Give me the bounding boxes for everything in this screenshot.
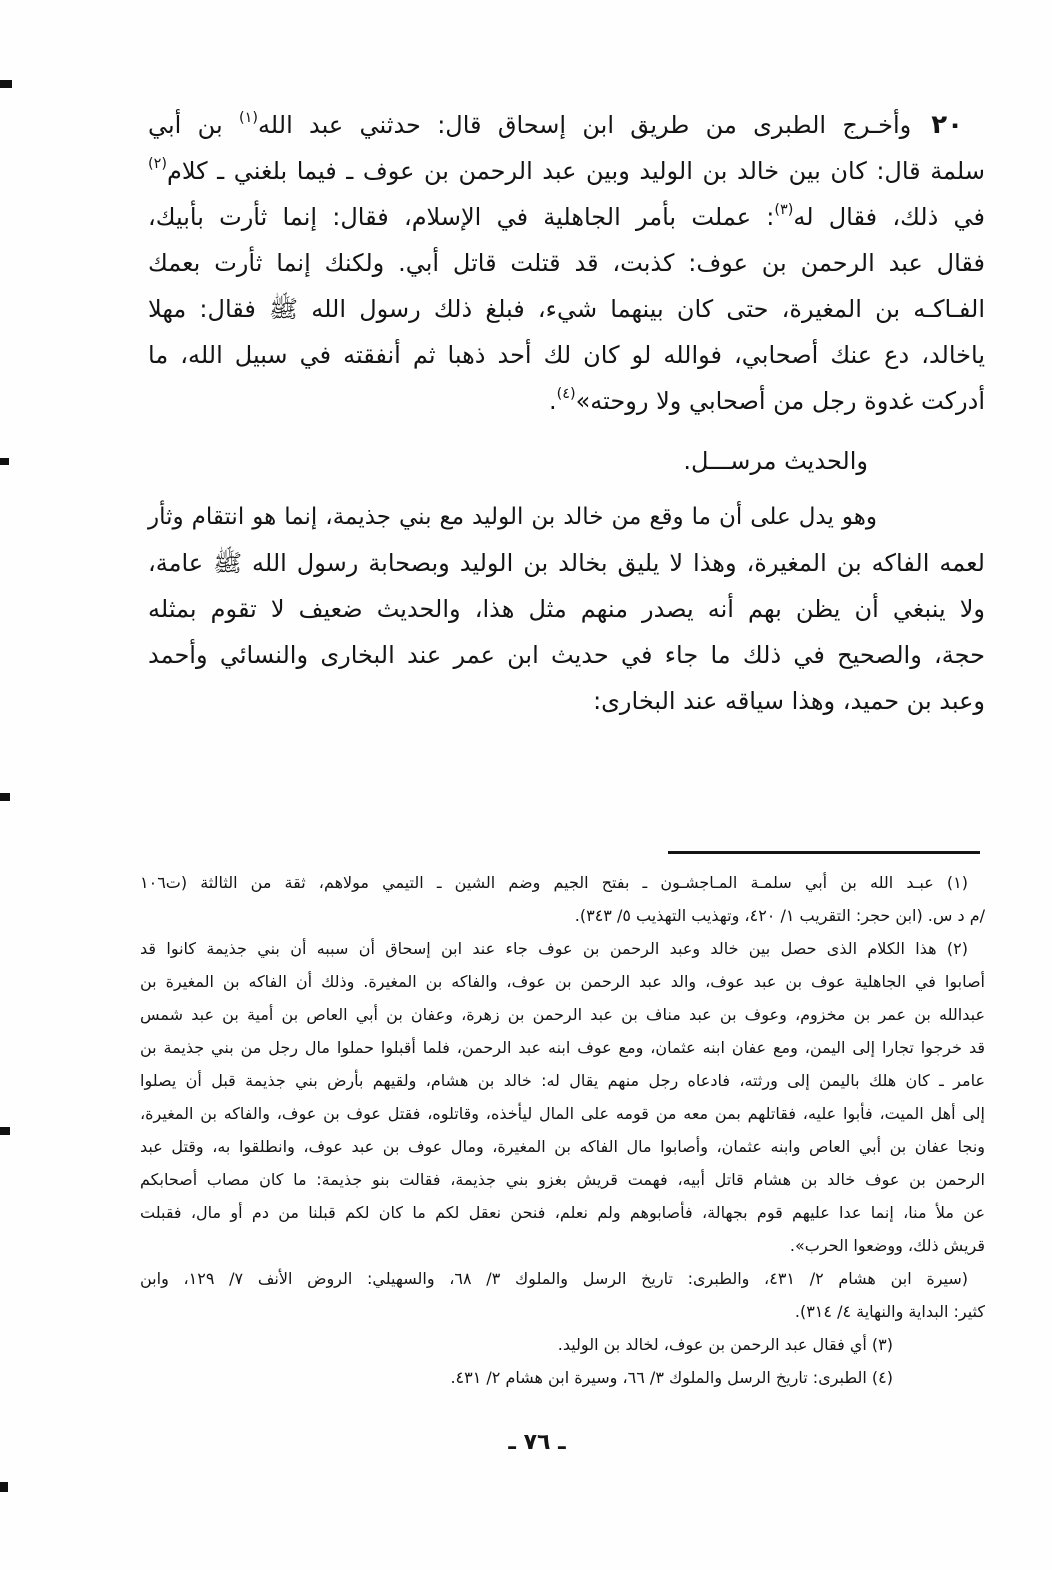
body-text: أدركت غدوة رجل من أصحابي ولا روحته» [575, 387, 985, 415]
footnote-line: (٢) هذا الكلام الذى حصل بين خالد وعبد الرحمن بن عوف جاء عند ابن إسحاق أن سببه أن بني جذيمة كانوا قد [140, 939, 968, 958]
footnote-ref: (١) [238, 110, 258, 127]
scan-mark [0, 458, 9, 465]
footnote-2-sources [140, 1262, 985, 1328]
body-line: لعمه الفاكه بن المغيرة، وهذا لا يليق بخالد بن الوليد وبصحابة رسول الله ﷺ عامة، [148, 549, 985, 577]
footnote-line: عن ملأ منا، إنما عدا عليهم قوم بجهالة، فأصابوهم ولم نعلم، فنحن نعقل لكم ما كان لكم قبلنا من دم أو مال، فقبلت [140, 1203, 985, 1222]
scan-mark [0, 80, 12, 88]
footnote-line: كثير: البداية والنهاية ٤/ ٣١٤). [794, 1302, 985, 1321]
footnote-2 [140, 932, 985, 1262]
footnote-line: (٤) الطبرى: تاريخ الرسل والملوك ٣/ ٦٦، وسيرة ابن هشام ٢/ ٤٣١. [450, 1368, 893, 1387]
footnote-line: عبدالله بن عمر بن مخزوم، وعوف بن عبد مناف بن عبد الرحمن بن زهرة، وعفان بن أبي العاص بن أمية بن عبد شمس [140, 1005, 985, 1024]
footnotes [140, 866, 985, 1394]
main-text [148, 102, 985, 724]
footnote-line: ونجا عفان بن أبي العاص وابنه عثمان، وأصابوا مال الفاكه بن المغيرة، ومال عوف بن عبد عوف، وانطلقوا به، وقتل عبد [140, 1137, 985, 1156]
footnote-line: (٣) أي فقال عبد الرحمن بن عوف، لخالد بن الوليد. [557, 1335, 893, 1354]
footnote-4 [140, 1361, 985, 1394]
footnote-line: قد خرجوا تجارا إلى اليمن، ومع عفان ابنه عثمان، ومع عوف ابنه عبد الرحمن، فلما أقبلوا حملوا مال رجل من بني جذيمة بن [140, 1038, 985, 1057]
body-line: الفـاكـه بن المغيرة، حتى كان بينهما شيء، فبلغ ذلك رسول الله ﷺ فقال: مهلا [148, 295, 985, 323]
footnote-ref: (٣) [774, 202, 794, 219]
footnote-line: عامر ـ كان هلك باليمن إلى ورثته، فادعاه رجل منهم يقال له: خالد بن هشام، ولقيهم بأرض بني جذيمة قبل أن يصلوا [140, 1071, 985, 1090]
body-text: وأخـرج الطبرى من طريق ابن إسحاق قال: حدثني عبد الله [257, 111, 912, 139]
footnote-separator [668, 851, 980, 854]
body-line: ولا ينبغي أن يظن بهم أنه يصدر منهم مثل هذا، والحديث ضعيف لا تقوم بمثله [148, 595, 985, 623]
body-line: فقال عبد الرحمن بن عوف: كذبت، قد قتلت قاتل أبي. ولكنك إنما ثأرت بعمك [148, 249, 985, 277]
footnote-line: (١) عبـد الله بن أبي سلمـة المـاجشـون ـ بفتح الجيم وضم الشين ـ التيمي مولاهم، ثقة من الثالثة (ت١٠٦ [140, 873, 968, 892]
footnote-line: أصابوا في الجاهلية عوف بن عبد عوف، والد عبد الرحمن بن عوف، والفاكه بن المغيرة. وذلك أن الفاكه بن المغيرة بن [140, 972, 985, 991]
body-line: ياخالد، دع عنك أصحابي، فوالله لو كان لك أحد ذهبا ثم أنفقته في سبيل الله، ما [148, 341, 985, 369]
body-line [148, 378, 985, 424]
body-text: سلمة قال: كان بين خالد بن الوليد وبين عبد الرحمن بن عوف ـ فيما بلغني ـ كلام [166, 157, 985, 185]
scan-mark [0, 1482, 8, 1492]
scan-mark [0, 1127, 10, 1135]
body-line: وعبد بن حميد، وهذا سياقه عند البخارى: [593, 687, 985, 715]
footnote-3 [140, 1328, 985, 1361]
footnote-line: قريش ذلك، ووضعوا الحرب». [789, 1236, 985, 1255]
page-number: ـ ٧٦ ـ [508, 1430, 566, 1455]
footnote-line: /م د س. (ابن حجر: التقريب ١/ ٤٢٠، وتهذيب التهذيب ٥/ ٣٤٣). [574, 906, 985, 925]
footnote-ref: (٢) [148, 156, 167, 173]
footnote-line: إلى أهل الميت، فأبوا عليه، فقاتلهم بمن معه من قومه على المال ليأخذه، وقاتلوه، فقتل عوف بن عوف، والفاكه بن المغيرة، [140, 1104, 985, 1123]
body-line [148, 102, 985, 148]
footnote-1 [140, 866, 985, 932]
body-text: بن أبي [148, 111, 223, 139]
body-line [148, 194, 985, 240]
body-text: . [549, 387, 557, 415]
body-text: : عملت بأمر الجاهلية في الإسلام، فقال: إنما ثأرت بأبيك، [148, 203, 775, 231]
body-text: في ذلك، فقال له [793, 203, 985, 231]
body-line [148, 148, 985, 194]
scan-mark [0, 793, 10, 801]
footnote-line: (سيرة ابن هشام ٢/ ٤٣١، والطبرى: تاريخ الرسل والملوك ٣/ ٦٨، والسهيلي: الروض الأنف ٧/ ١٢٩، وابن [140, 1269, 969, 1288]
footnote-ref: (٤) [556, 386, 576, 403]
body-line: حجة، والصحيح في ذلك ما جاء في حديث ابن عمر عند البخارى والنسائي وأحمد [148, 641, 985, 669]
body-line: وهو يدل على أن ما وقع من خالد بن الوليد مع بني جذيمة، إنما هو انتقام وثأر [148, 504, 877, 530]
item-number: ٢٠ [931, 110, 963, 140]
body-line: والحديث مرســـل. [683, 447, 868, 475]
footnote-line: الرحمن بن عوف خالد بن هشام قاتل أبيه، فهمت قريش بغزو بني جذيمة، فقالت بنو جذيمة: ما كان مصاب أصحابكم [140, 1170, 985, 1189]
